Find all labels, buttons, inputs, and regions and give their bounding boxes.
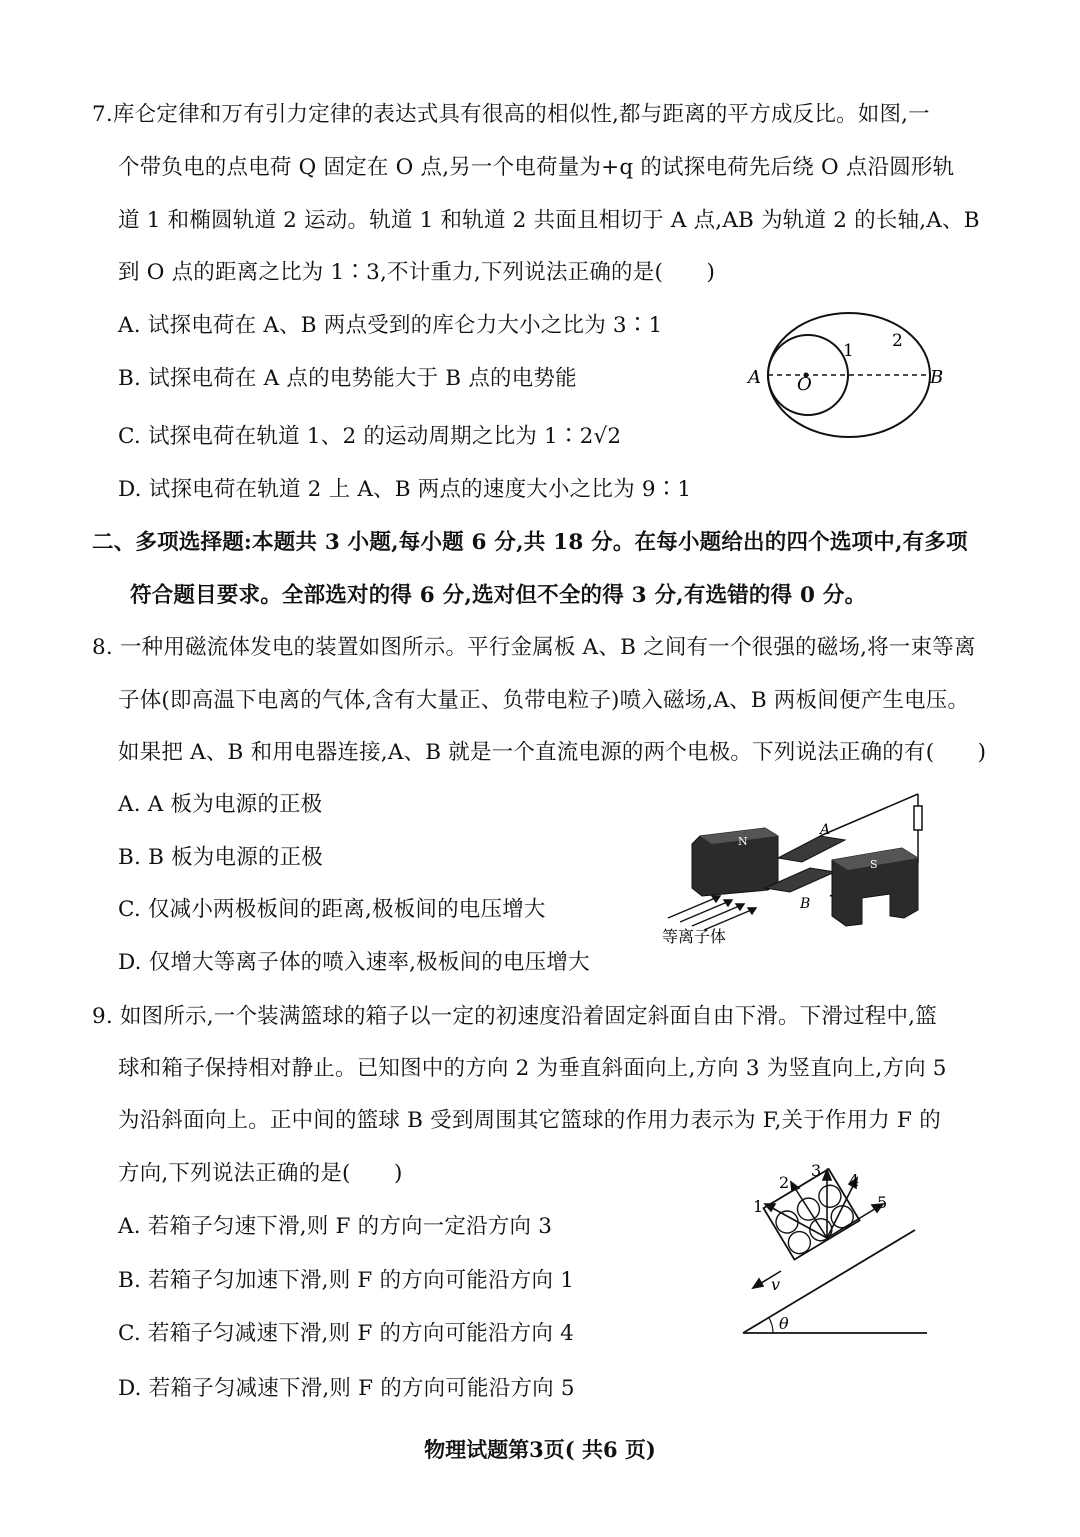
- label-dir-4: 4: [849, 1171, 860, 1190]
- label-b: B: [930, 367, 944, 388]
- label-dir-5: 5: [877, 1193, 888, 1212]
- q7-stem-line-3: 道 1 和椭圆轨道 2 运动。轨道 1 和轨道 2 共面且相切于 A 点,AB 为轨道 2 的长轴,A、B: [118, 208, 980, 233]
- q8-stem-line-1: 8. 一种用磁流体发电的装置如图所示。平行金属板 A、B 之间有一个很强的磁场,将一束等离: [92, 635, 976, 660]
- q9-option-a: A. 若箱子匀速下滑,则 F 的方向一定沿方向 3: [118, 1214, 553, 1239]
- label-dir-2: 2: [779, 1173, 790, 1192]
- q7-option-c: C. 试探电荷在轨道 1、2 的运动周期之比为 1∶2√2: [118, 424, 622, 449]
- label-v: v: [771, 1275, 781, 1294]
- label-theta: θ: [779, 1314, 789, 1333]
- plasma-arrows: [668, 896, 756, 930]
- label-s: S: [870, 858, 878, 871]
- q7-option-a: A. 试探电荷在 A、B 两点受到的库仑力大小之比为 3∶1: [118, 313, 663, 338]
- q7-stem-line-1: 7.库仑定律和万有引力定律的表达式具有很高的相似性,都与距离的平方成反比。如图,一: [92, 102, 930, 127]
- q8-option-a: A. A 板为电源的正极: [118, 792, 323, 817]
- q9-option-c: C. 若箱子匀减速下滑,则 F 的方向可能沿方向 4: [118, 1321, 574, 1346]
- q9-option-b: B. 若箱子匀加速下滑,则 F 的方向可能沿方向 1: [118, 1268, 575, 1293]
- label-dir-3: 3: [811, 1161, 822, 1180]
- plate-a: [778, 836, 845, 862]
- label-dir-1: 1: [753, 1197, 764, 1216]
- label-orbit-2: 2: [892, 331, 903, 351]
- section-2-heading-cont: 符合题目要求。全部选对的得 6 分,选对但不全的得 3 分,有选错的得 0 分。: [130, 583, 867, 608]
- q8-option-c: C. 仅减小两极板间的距离,极板间的电压增大: [118, 897, 546, 922]
- label-a: A: [748, 367, 761, 388]
- label-orbit-1: 1: [843, 341, 854, 361]
- page-footer: 物理试题第3页( 共6 页): [424, 1437, 656, 1462]
- q9-stem-line-4: 方向,下列说法正确的是( ): [118, 1161, 403, 1186]
- q9-stem-line-1: 9. 如图所示,一个装满篮球的箱子以一定的初速度沿着固定斜面自由下滑。下滑过程中,篮: [92, 1004, 937, 1029]
- q7-stem-line-2: 个带负电的点电荷 Q 固定在 O 点,另一个电荷量为+q 的试探电荷先后绕 O 点沿圆形轨: [118, 155, 955, 180]
- q8-stem-line-3: 如果把 A、B 和用电器连接,A、B 就是一个直流电源的两个电极。下列说法正确的有( ): [118, 740, 987, 765]
- wire-top: [820, 794, 918, 836]
- label-plate-b: B: [800, 896, 811, 912]
- q9-stem-line-3: 为沿斜面向上。正中间的篮球 B 受到周围其它篮球的作用力表示为 F,关于作用力 F 的: [118, 1108, 941, 1133]
- label-plasma: 等离子体: [662, 927, 727, 946]
- angle-arc: [769, 1318, 773, 1333]
- q7-option-b: B. 试探电荷在 A 点的电势能大于 B 点的电势能: [118, 366, 577, 391]
- label-plate-a: A: [820, 822, 831, 838]
- q8-option-d: D. 仅增大等离子体的喷入速率,极板间的电压增大: [118, 950, 590, 975]
- q8-stem-line-2: 子体(即高温下电离的气体,含有大量正、负带电粒子)喷入磁场,A、B 两板间便产生电压。: [118, 688, 970, 713]
- q9-stem-line-2: 球和箱子保持相对静止。已知图中的方向 2 为垂直斜面向上,方向 3 为竖直向上,方向 5: [118, 1056, 947, 1081]
- q8-option-b: B. B 板为电源的正极: [118, 845, 324, 870]
- q9-incline-figure: [735, 1158, 935, 1343]
- incline-line: [743, 1230, 915, 1333]
- label-o: O: [797, 374, 812, 395]
- q7-orbit-figure: [740, 308, 960, 448]
- section-2-heading: 二、多项选择题:本题共 3 小题,每小题 6 分,共 18 分。在每小题给出的四个选项中,有多项: [92, 530, 968, 555]
- q7-option-d: D. 试探电荷在轨道 2 上 A、B 两点的速度大小之比为 9∶1: [118, 477, 692, 502]
- label-n: N: [738, 835, 748, 848]
- load-resistor: [914, 806, 922, 830]
- q7-stem-line-4: 到 O 点的距离之比为 1∶3,不计重力,下列说法正确的是( ): [118, 260, 716, 285]
- q8-mhd-generator-figure: [650, 788, 950, 953]
- q9-option-d: D. 若箱子匀减速下滑,则 F 的方向可能沿方向 5: [118, 1376, 575, 1401]
